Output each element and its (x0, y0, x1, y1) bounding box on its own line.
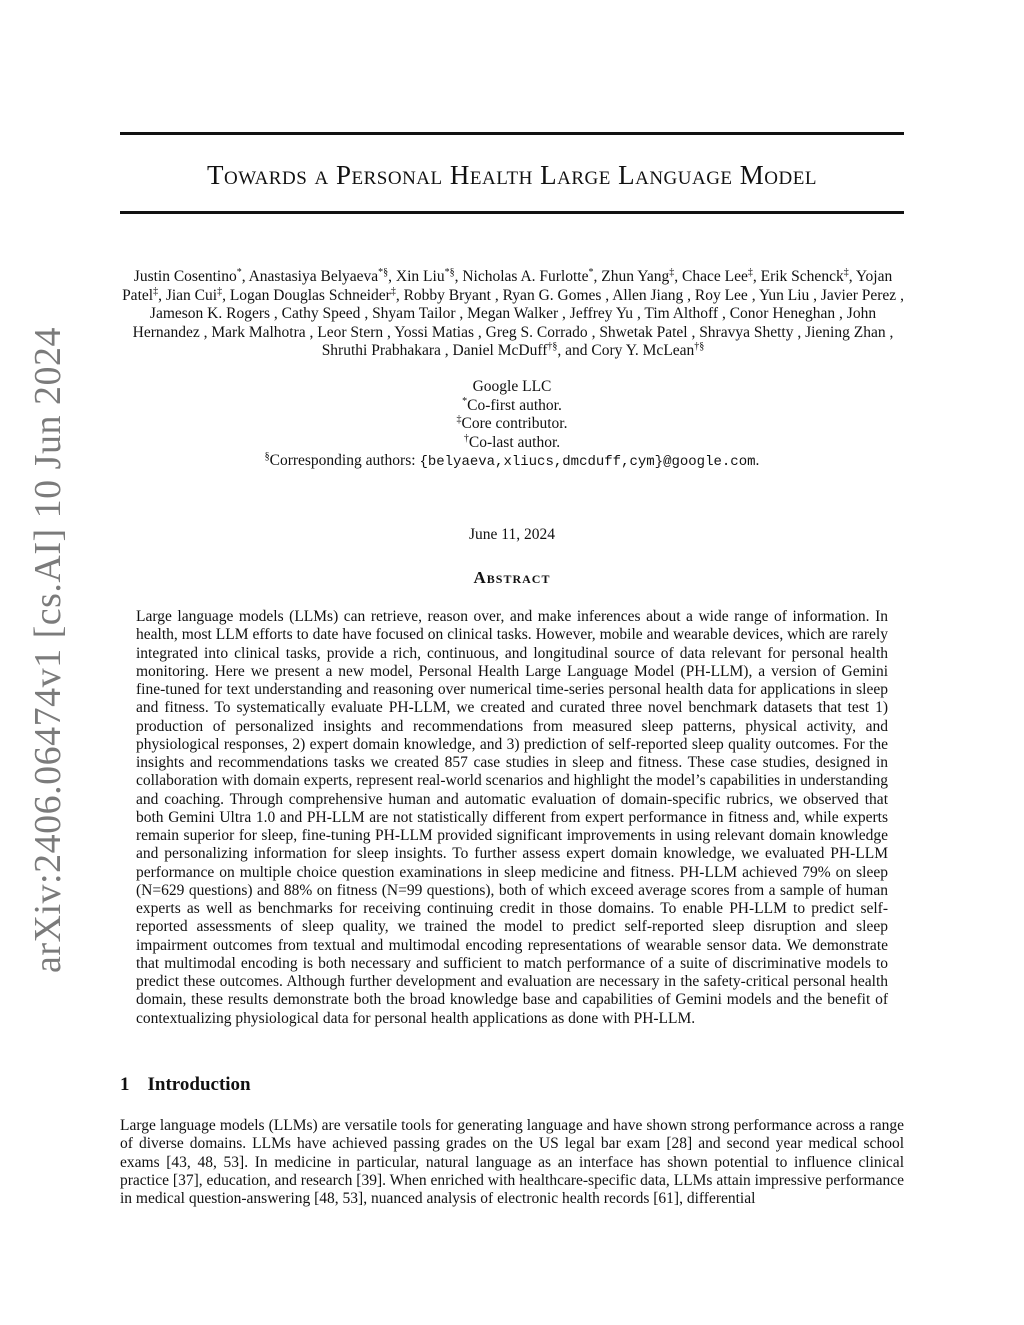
author-name: Leor Stern (317, 323, 384, 341)
author-mark: ‡ (153, 285, 159, 297)
note-co-first: *Co-first author. (462, 395, 562, 414)
author-name: John Hernandez (132, 305, 877, 341)
author-name: Megan Walker (467, 305, 559, 322)
author-name: Roy Lee (694, 286, 748, 304)
author-name: Shyam Tailor (372, 305, 456, 322)
author-mark: *§ (378, 266, 389, 278)
author-name: Jeffrey Yu (569, 305, 634, 322)
abstract-text: Large language models (LLMs) can retrieve, reason over, and make inferences about a wide range of information. In health, most LLM efforts to date have focused on clinical tasks. However, mobile and wearable devices, which are rarely integrated into clinical tasks, provide a rich, continuous, and longitudinal source of data relevant for personal health monitoring. Here we present a new model, Personal Health Large Language Model (PH-LLM), a version of Gemini fine-tuned for text understanding and reasoning over numerical time-series personal health data for applications in sleep and fitness. To systematically evaluate PH-LLM, we created and curated three novel benchmark datasets that test 1) production of personalized insights and recommendations from measured sleep patterns, physical activity, and physiological responses, 2) expert domain knowledge, and 3) prediction of self-reported sleep quality outcomes. For the insights and recommendations tasks we created 857 case studies in sleep and fitness. These case studies, designed in collaboration with domain experts, represent real-world scenarios and highlight the model’s capabilities in understanding and coaching. Through comprehensive human and automatic evaluation of domain-specific rubrics, we observed that both Gemini Ultra 1.0 and PH-LLM are not statistically different from expert performance in fitness and, while experts remain superior for sleep, fine-tuning PH-LLM provided significant improvements in using relevant domain knowledge and personalizing information for sleep insights. To further assess expert domain knowledge, we evaluated PH-LLM performance on multiple choice question examinations in sleep medicine and fitness. PH-LLM achieved 79% on sleep (N=629 questions) and 88% on fitness (N=99 questions), both of which exceed average scores from a sample of human experts as well as benchmarks for receiving continuing credit in those domains. To enable PH-LLM to predict self-reported assessments of sleep quality, we trained the model to predict self-reported sleep disruption and sleep impairment outcomes from textual and multimodal encoding representations of wearable sensor data. We demonstrate that multimodal encoding is both necessary and sufficient to match performance of a suite of discriminative models to predict these outcomes. Although further development and evaluation are necessary in the safety-critical personal health domain, these results demonstrate both the broad knowledge base and capabilities of Gemini models and the benefit of contextualizing physiological data for personal health applications as done with PH-LLM. (136, 608, 888, 1027)
corresponding-emails: {belyaeva,xliucs,dmcduff,cym}@google.com (419, 454, 756, 470)
author-name: Shravya Shetty (699, 323, 794, 341)
author-name: Anastasiya Belyaeva (248, 268, 379, 285)
author-name: Yojan Patel (122, 268, 893, 304)
author-name: Nicholas A. Furlotte (462, 268, 589, 285)
intro-paragraph: Large language models (LLMs) are versatile tools for generating language and have shown strong performance across a range of diverse domains. LLMs have achieved passing grades on the US legal bar exam [28] and second year medical school exams [43, 48, 53]. In medicine in particular, natural language as an interface has shown potential to influence clinical practice [37], education, and research [39]. When enriched with healthcare-specific data, LLMs attain impressive performance in medical question-answering [48, 53], nuanced analysis of electronic health records [61], differential (120, 1117, 904, 1207)
author-name: Xin Liu (395, 268, 445, 285)
author-name: Conor Heneghan (729, 305, 836, 322)
author-mark: * (236, 266, 242, 278)
author-name: Yun Liu (758, 286, 810, 304)
note-corresponding: §Corresponding authors: {belyaeva,xliucs,dmcduff,cym}@google.com. (264, 450, 760, 470)
author-name: Mark Malhotra (211, 323, 306, 341)
affiliation-org: Google LLC (472, 378, 552, 395)
author-name: Justin Cosentino (133, 268, 237, 285)
note-core: ‡Core contributor. (456, 413, 568, 432)
author-mark: ‡ (747, 266, 753, 278)
author-mark: †§ (694, 340, 705, 352)
author-mark: ‡ (669, 266, 675, 278)
author-name: Cathy Speed (281, 305, 361, 322)
author-mark: *§ (444, 266, 455, 278)
note-co-last: †Co-last author. (463, 432, 561, 451)
author-name: Ryan G. Gomes (502, 286, 602, 304)
title-rule-bottom (120, 211, 904, 214)
author-name: Jian Cui (165, 286, 218, 304)
author-name: Shruthi Prabhakara (321, 342, 441, 359)
arxiv-stamp: arXiv:2406.06474v1 [cs.AI] 10 Jun 2024 (27, 327, 69, 973)
author-name: Jiening Zhan (805, 323, 886, 341)
section-heading: 1 Introduction (120, 1074, 251, 1095)
affiliation-block (0, 378, 1024, 472)
paper-date: June 11, 2024 (469, 526, 555, 543)
title-rule-top (120, 132, 904, 135)
author-list: Justin Cosentino*, Anastasiya Belyaeva*§, Xin Liu*§, Nicholas A. Furlotte*, Zhun Yang‡, Chace Lee‡, Erik Schenck‡, Yojan Patel‡, Jian Cui‡, Logan Douglas Schneider‡, Robby Bryant , Ryan G. Gomes , Allen Jiang , Roy Lee , Yun Liu , Javier Perez , Jameson K. Rogers , Cathy Speed , Shyam Tailor , Megan Walker , Jeffrey Yu , Tim Althoff , Conor Heneghan , John Hernandez , Mark Malhotra , Leor Stern , Yossi Matias , Greg S. Corrado , Shwetak Patel , Shravya Shetty , Jiening Zhan , Shruthi Prabhakara , Daniel McDuff†§, and Cory Y. McLean†§ (122, 266, 904, 359)
paper-title: Towards a Personal Health Large Language Model (207, 160, 817, 190)
author-name: Chace Lee (682, 268, 748, 285)
author-name: Javier Perez (820, 286, 897, 304)
author-name: Allen Jiang (612, 286, 684, 304)
author-name: Robby Bryant (403, 286, 491, 304)
author-name: Jameson K. Rogers (149, 305, 271, 322)
abstract-heading: Abstract (473, 568, 551, 587)
author-mark: ‡ (843, 266, 849, 278)
author-name: Shwetak Patel (599, 323, 688, 341)
author-mark: * (588, 266, 594, 278)
author-mark: ‡ (217, 285, 223, 297)
author-name: Logan Douglas Schneider (229, 286, 391, 304)
author-name: Zhun Yang (601, 268, 670, 285)
author-name: Greg S. Corrado (485, 323, 588, 341)
author-mark: †§ (547, 340, 558, 352)
author-mark: ‡ (390, 285, 396, 297)
author-name: Daniel McDuff (452, 342, 548, 359)
author-name: Cory Y. McLean (591, 342, 695, 359)
author-name: Tim Althoff (644, 305, 719, 322)
author-name: Erik Schenck (760, 268, 844, 285)
author-name: Yossi Matias (394, 323, 475, 341)
